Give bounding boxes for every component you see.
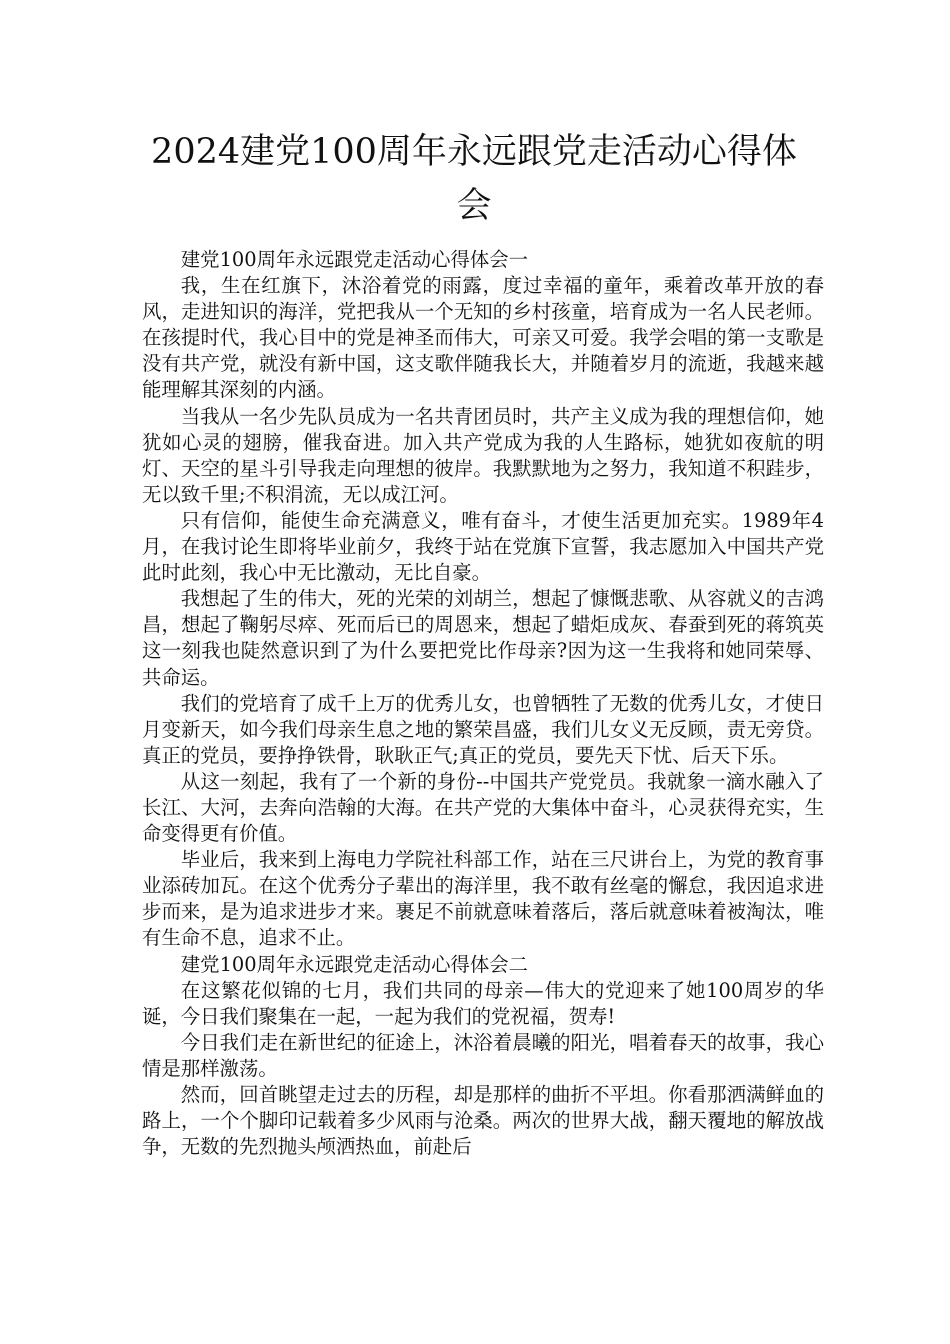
document-title: 2024建党100周年永远跟党走活动心得体会: [151, 132, 797, 226]
paragraph: 从这一刻起，我有了一个新的身份--中国共产党党员。我就象一滴水融入了长江、大河，去奔向浩翰的大海。在共产党的大集体中奋斗，心灵获得充实，生命变得更有价值。: [142, 769, 824, 846]
paragraph: 我，生在红旗下，沐浴着党的雨露，度过幸福的童年，乘着改革开放的春风，走进知识的海洋，党把我从一个无知的乡村孩童，培育成为一名人民老师。在孩提时代，我心目中的党是神圣而伟大，可亲又可爱。我学会唱的第一支歌是没有共产党，就没有新中国，这支歌伴随我长大，并随着岁月的流逝，我越来越能理解其深刻的内涵。: [142, 274, 824, 402]
section-heading: 建党100周年永远跟党走活动心得体会二: [180, 952, 529, 976]
paragraph: 在这繁花似锦的七月，我们共同的母亲—伟大的党迎来了她100周岁的华诞，今日我们聚集在一起，一起为我们的党祝福，贺寿!: [142, 978, 824, 1028]
paragraph: 毕业后，我来到上海电力学院社科部工作，站在三尺讲台上，为党的教育事业添砖加瓦。在这个优秀分子辈出的海洋里，我不敢有丝毫的懈怠，我因追求进步而来，是为追求进步才来。裹足不前就意味着落后，落后就意味着被淘汰，唯有生命不息，追求不止。: [142, 848, 824, 950]
paragraph: 然而，回首眺望走过去的历程，却是那样的曲折不平坦。你看那洒满鲜血的路上，一个个脚印记载着多少风雨与沧桑。两次的世界大战，翻天覆地的解放战争，无数的先烈抛头颅洒热血，前赴后: [142, 1083, 824, 1159]
paragraph: 当我从一名少先队员成为一名共青团员时，共产主义成为我的理想信仰，她犹如心灵的翅膀，催我奋进。加入共产党成为我的人生路标，她犹如夜航的明灯、天空的星斗引导我走向理想的彼岸。我默默地为之努力，我知道不积跬步，无以致千里;不积涓流，无以成江河。: [142, 404, 824, 506]
paragraph: 今日我们走在新世纪的征途上，沐浴着晨曦的阳光，唱着春天的故事，我心情是那样激荡。: [142, 1030, 824, 1080]
paragraph: 我们的党培育了成千上万的优秀儿女，也曾牺牲了无数的优秀儿女，才使日月变新天，如今我们母亲生息之地的繁荣昌盛，我们儿女义无反顾，责无旁贷。真正的党员，要挣挣铁骨，耿耿正气;真正的党员，要先天下忧、后天下乐。: [142, 691, 824, 767]
paragraph: 我想起了生的伟大，死的光荣的刘胡兰，想起了慷慨悲歌、从容就义的吉鸿昌，想起了鞠躬尽瘁、死而后已的周恩来，想起了蜡炬成灰、春蚕到死的蒋筑英这一刻我也陡然意识到了为什么要把党比作母亲?因为这一生我将和她同荣辱、共命运。: [142, 587, 824, 689]
paragraph: 只有信仰，能使生命充满意义，唯有奋斗，才使生活更加充实。1989年4月，在我讨论生即将毕业前夕，我终于站在党旗下宣誓，我志愿加入中国共产党此时此刻，我心中无比激动，无比自豪。: [142, 508, 824, 585]
section-heading: 建党100周年永远跟党走活动心得体会一: [180, 248, 529, 271]
document-body: [142, 247, 824, 1160]
